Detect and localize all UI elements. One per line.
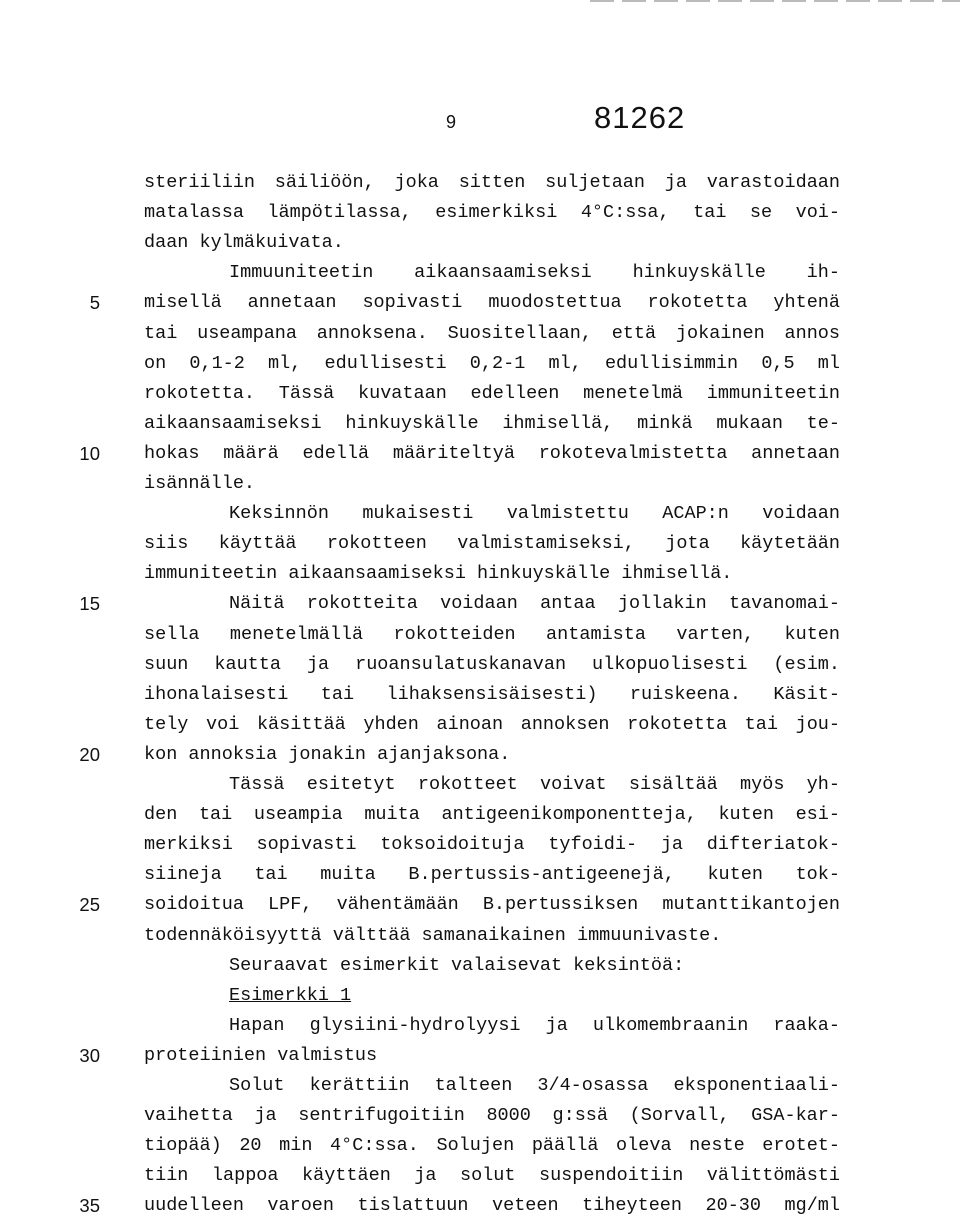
margin-line-number: 35 <box>79 1195 100 1217</box>
body-text-line: Tässä esitetyt rokotteet voivat sisältää myös yh- <box>229 774 840 795</box>
body-text-line: tiin lappoa käyttäen ja solut suspendoitiin välittömästi <box>144 1165 840 1187</box>
example-heading: Esimerkki 1 <box>229 984 352 1006</box>
body-text-line: ihonalaisesti tai lihaksensisäisesti) ruiskeena. Käsit- <box>144 683 840 705</box>
body-text-line: isännälle. <box>144 473 256 494</box>
body-text-line: misellä annetaan sopivasti muodostettua rokotetta yhtenä <box>144 292 840 314</box>
body-text-line: on 0,1-2 ml, edullisesti 0,2-1 ml, edullisimmin 0,5 ml <box>144 352 840 374</box>
margin-line-number: 10 <box>79 442 100 464</box>
body-text-line: siis käyttää rokotteen valmistamiseksi, jota käytetään <box>144 533 840 555</box>
body-text-line: daan kylmäkuivata. <box>144 232 344 254</box>
body-text-line: siineja tai muita B.pertussis-antigeenejä, kuten tok- <box>144 864 840 886</box>
body-text-line: merkiksi sopivasti toksoidoituja tyfoidi- ja difteriatok- <box>144 834 840 856</box>
body-text-line: immuniteetin aikaansaamiseksi hinkuyskälle ihmisellä. <box>144 563 733 585</box>
body-text-line: tely voi käsittää yhden ainoan annoksen rokotetta tai jou- <box>144 713 840 735</box>
body-text-line: todennäköisyyttä välttää samanaikainen immuunivaste. <box>144 924 722 946</box>
body-text-line: Seuraavat esimerkit valaisevat keksintöä: <box>229 954 685 976</box>
body-text-line: uudelleen varoen tislattuun veteen tiheyteen 20-30 mg/ml <box>144 1195 840 1217</box>
body-text-line: Solut kerättiin talteen 3/4-osassa eksponentiaali- <box>229 1075 840 1096</box>
body-text-line: steriiliin säiliöön, joka sitten suljetaan ja varastoidaan <box>144 172 840 193</box>
body-text-line: Immuuniteetin aikaansaamiseksi hinkuyskälle ih- <box>229 262 840 284</box>
body-text-line: Hapan glysiini-hydrolyysi ja ulkomembraanin raaka- <box>229 1014 840 1036</box>
body-text-line: tiopää) 20 min 4°C:ssa. Solujen päällä oleva neste erotet- <box>144 1135 840 1157</box>
body-text-line: rokotetta. Tässä kuvataan edelleen menetelmä immuniteetin <box>144 382 840 404</box>
body-text-line: tai useampana annoksena. Suositellaan, että jokainen annos <box>144 322 840 344</box>
margin-line-number: 25 <box>79 894 100 916</box>
body-text-line: proteiinien valmistus <box>144 1044 378 1066</box>
body-text-line: den tai useampia muita antigeenikomponentteja, kuten esi- <box>144 804 840 826</box>
body-text-line: vaihetta ja sentrifugoitiin 8000 g:ssä (Sorvall, GSA-kar- <box>144 1105 840 1127</box>
body-text-line: soidoitua LPF, vähentämään B.pertussiksen mutanttikantojen <box>144 894 840 916</box>
margin-line-number: 15 <box>79 593 100 615</box>
body-text-line: Näitä rokotteita voidaan antaa jollakin tavanomai- <box>229 593 840 615</box>
body-text-line: sella menetelmällä rokotteiden antamista varten, kuten <box>144 623 840 645</box>
body-text-line: suun kautta ja ruoansulatuskanavan ulkopuolisesti (esim. <box>144 653 840 675</box>
document-number: 81262 <box>594 100 686 135</box>
body-text-line: Keksinnön mukaisesti valmistettu ACAP:n voidaan <box>229 503 840 525</box>
body-text-line: hokas määrä edellä määriteltyä rokotevalmistetta annetaan <box>144 442 840 464</box>
body-text-line: aikaansaamiseksi hinkuyskälle ihmisellä, minkä mukaan te- <box>144 412 840 434</box>
margin-line-number: 5 <box>89 292 100 314</box>
scan-edge-mark <box>590 0 960 2</box>
body-text-line: kon annoksia jonakin ajanjaksona. <box>144 743 511 765</box>
margin-line-number: 20 <box>79 743 100 765</box>
margin-line-number: 30 <box>79 1044 100 1066</box>
page-number: 9 <box>446 112 457 132</box>
body-text-line: matalassa lämpötilassa, esimerkiksi 4°C:ssa, tai se voi- <box>144 202 840 224</box>
